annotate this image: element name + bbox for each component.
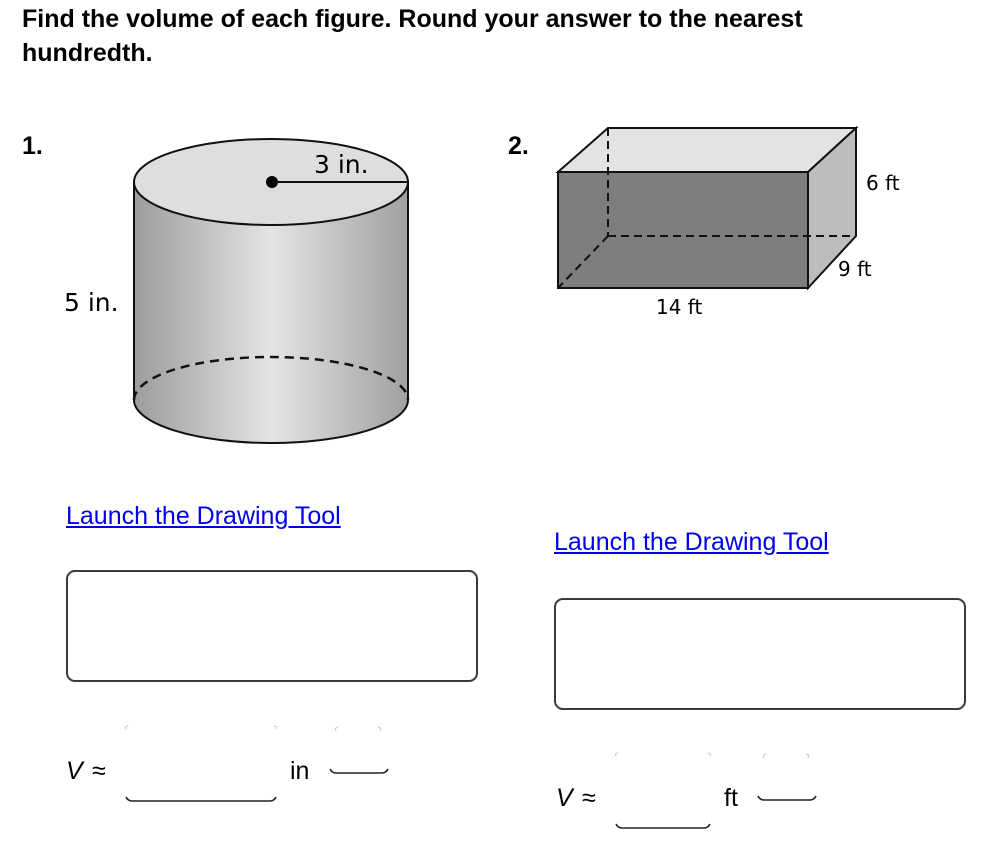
answer-row-1 bbox=[66, 725, 406, 785]
exponent-input-2[interactable] bbox=[756, 752, 818, 804]
problem-number-2: 2. bbox=[508, 132, 529, 160]
exponent-input-1[interactable] bbox=[328, 725, 390, 777]
launch-drawing-tool-link-1[interactable]: Launch the Drawing Tool bbox=[66, 502, 341, 530]
approx-symbol: ≈ bbox=[92, 757, 106, 785]
exponent-blank-outline bbox=[756, 752, 818, 804]
answer-row-2 bbox=[556, 752, 836, 812]
work-area-box-1[interactable] bbox=[66, 570, 478, 682]
prism-depth-label: 9 ft bbox=[838, 257, 872, 281]
cylinder-figure bbox=[40, 130, 440, 470]
launch-drawing-tool-link-2[interactable]: Launch the Drawing Tool bbox=[554, 528, 829, 556]
answer-blank-outline bbox=[612, 752, 716, 832]
radius-label: 3 in. bbox=[314, 150, 369, 179]
unit-label-1: in bbox=[290, 757, 310, 785]
volume-answer-input-2[interactable] bbox=[612, 752, 716, 832]
exponent-blank-outline bbox=[328, 725, 390, 777]
volume-variable: V bbox=[66, 757, 83, 785]
prism-height-label: 6 ft bbox=[866, 171, 900, 195]
approx-symbol: ≈ bbox=[582, 784, 596, 812]
prism-length-label: 14 ft bbox=[656, 295, 703, 319]
height-label: 5 in. bbox=[64, 288, 119, 317]
answer-blank-outline bbox=[122, 725, 282, 805]
instructions: Find the volume of each figure. Round your answer to the nearest hundredth. bbox=[22, 5, 803, 67]
unit-label-2: ft bbox=[724, 784, 738, 812]
rectangular-prism-figure bbox=[550, 120, 930, 320]
problem-number-1: 1. bbox=[22, 132, 43, 160]
volume-answer-input-1[interactable] bbox=[122, 725, 282, 805]
work-area-box-2[interactable] bbox=[554, 598, 966, 710]
volume-variable: V bbox=[556, 784, 573, 812]
